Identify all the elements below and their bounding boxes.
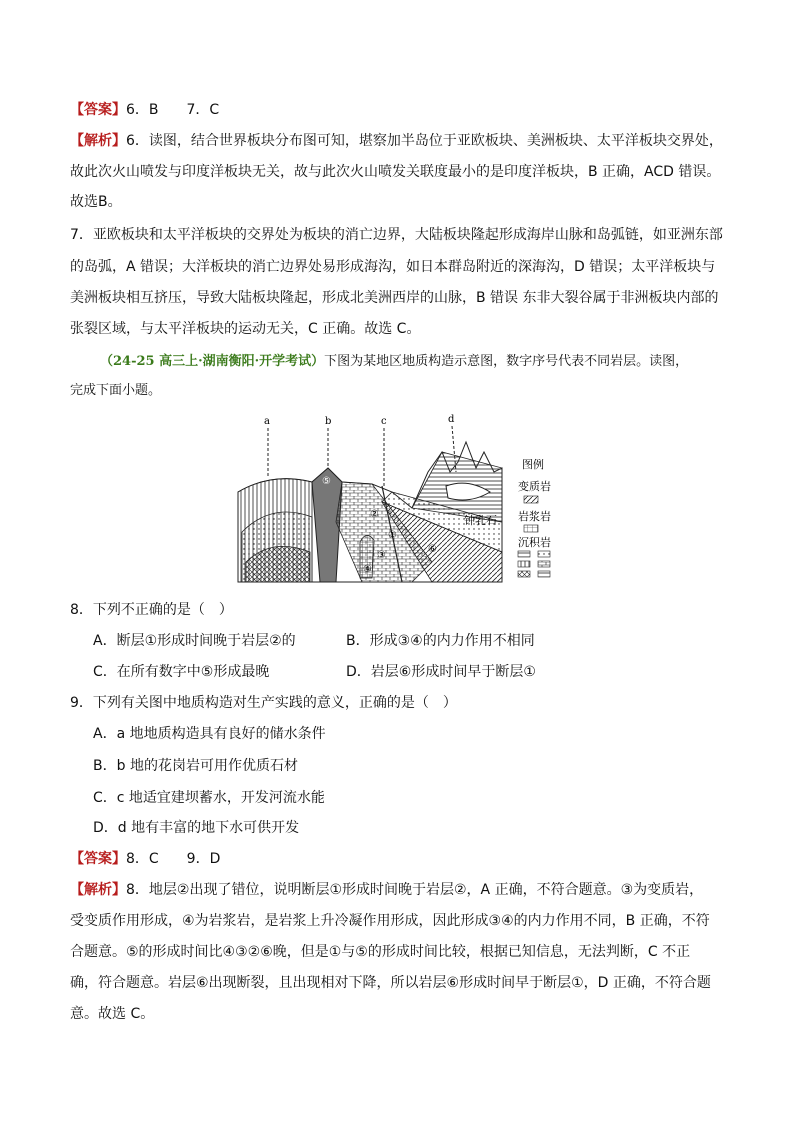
- q9-option-c: C．c 地适宜建坝蓄水，开发河流水能: [93, 790, 325, 806]
- point-a-label: a: [264, 416, 270, 427]
- q9-option-d: D．d 地有丰富的地下水可供开发: [93, 820, 300, 836]
- analysis2-line-2: 受变质作用形成，④为岩浆岩，是岩浆上升冷凝作用形成，因此形成③④的内力作用不同，B 正确，不符: [70, 913, 710, 929]
- q9-stem: 9．下列有关图中地质构造对生产实践的意义，正确的是（ ）: [70, 695, 457, 711]
- legend-igneous: 岩浆岩: [518, 510, 551, 523]
- layer-5-label: ⑤: [322, 476, 331, 487]
- legend-swatch-sed-5: [518, 571, 530, 577]
- intro-line-1: [100, 352, 730, 372]
- legend-swatch-sed-1: [518, 551, 530, 557]
- q8-option-d: D．岩层⑥形成时间早于断层①: [346, 664, 536, 680]
- analysis-line-3: 故选B。: [70, 194, 122, 210]
- intro-line-2: 完成下面小题。: [70, 383, 162, 398]
- layer-3-label: ③: [377, 550, 386, 561]
- q9-option-a: A．a 地地质构造具有良好的储水条件: [93, 726, 326, 742]
- legend-title: 图例: [522, 458, 544, 471]
- answer-text: 6．B 7．C: [126, 102, 220, 118]
- legend-sedimentary: 沉积岩: [518, 536, 551, 549]
- legend-swatch-metamorphic: [524, 496, 538, 503]
- point-c-label: c: [381, 416, 387, 427]
- q8-option-b: B．形成③④的内力作用不相同: [346, 633, 535, 649]
- answer-line-2: [70, 849, 730, 869]
- legend-swatch-sed-6: [538, 571, 550, 577]
- layer-1-label: ①: [388, 530, 397, 541]
- analysis-line-2: 故此次火山喷发与印度洋板块无关，故与此次火山喷发关联度最小的是印度洋板块，B 正确，ACD 错误。: [70, 164, 721, 180]
- q9-option-b: B．b 地的花岗岩可用作优质石材: [93, 758, 298, 774]
- analysis2-line-3: 合题意。⑤的形成时间比④③②⑥晚，但是①与⑤的形成时间比较，根据已知信息，无法判断，C 不正: [70, 944, 691, 960]
- point-b-label: b: [325, 416, 332, 427]
- analysis-line-5: 的岛弧，A 错误；大洋板块的消亡边界处易形成海沟，如日本群岛附近的深海沟，D 错误；太平洋板块与: [70, 259, 716, 275]
- q8-option-c: C．在所有数字中⑤形成最晚: [93, 664, 270, 680]
- analysis-line-1: [70, 131, 730, 151]
- legend-metamorphic: 变质岩: [518, 480, 551, 493]
- answer-text: 8．C 9．D: [126, 851, 221, 867]
- intro-text: 下图为某地区地质构造示意图，数字序号代表不同岩层。读图，: [324, 354, 689, 369]
- answer-tag: 【答案】: [70, 102, 126, 118]
- analysis2-line-1: [70, 880, 730, 900]
- layer-4-label: ④: [363, 564, 372, 575]
- legend-swatch-sed-2: [538, 551, 550, 557]
- analysis-line-7: 张裂区域，与太平洋板块的运动无关，C 正确。故选 C。: [70, 321, 421, 337]
- q8-option-a: A．断层①形成时间晚于岩层②的: [93, 633, 296, 649]
- legend-swatch-sed-3: [518, 561, 530, 567]
- answer-tag: 【答案】: [70, 851, 126, 867]
- layer-2-label: ②: [370, 509, 379, 520]
- analysis-tag: 【解析】: [70, 133, 126, 149]
- legend-swatch-igneous: [524, 525, 538, 532]
- point-d-label: d: [448, 414, 455, 425]
- analysis-text: 6．读图，结合世界板块分布图可知，堪察加半岛位于亚欧板块、美洲板块、太平洋板块交界处，: [126, 133, 723, 149]
- legend-swatch-sed-4: [538, 561, 550, 567]
- analysis-line-6: 美洲板块相互挤压，导致大陆板块隆起，形成北美洲西岸的山脉，B 错误 东非大裂谷属于非洲板块内部的: [70, 290, 719, 306]
- analysis2-line-4: 确，符合题意。岩层⑥出现断裂，且出现相对下降，所以岩层⑥形成时间早于断层①，D 正确，不符合题: [70, 975, 711, 991]
- analysis-line-4: 7．亚欧板块和太平洋板块的交界处为板块的消亡边界，大陆板块隆起形成海岸山脉和岛弧链，如亚洲东部: [70, 227, 723, 243]
- analysis-text: 8．地层②出现了错位，说明断层①形成时间晚于岩层②，A 正确，不符合题意。③为变质岩，: [126, 882, 704, 898]
- analysis-tag: 【解析】: [70, 882, 126, 898]
- analysis2-line-5: 意。故选 C。: [70, 1006, 155, 1022]
- q8-stem: 8．下列不正确的是（ ）: [70, 602, 233, 618]
- answer-line-1: [70, 100, 730, 120]
- source-label: （24-25 高三上·湖南衡阳·开学考试）: [100, 354, 325, 369]
- layer-6-label: ⑥: [428, 544, 437, 555]
- geologic-section-figure: [232, 412, 564, 590]
- stalactite-label: 钟乳石: [464, 514, 497, 527]
